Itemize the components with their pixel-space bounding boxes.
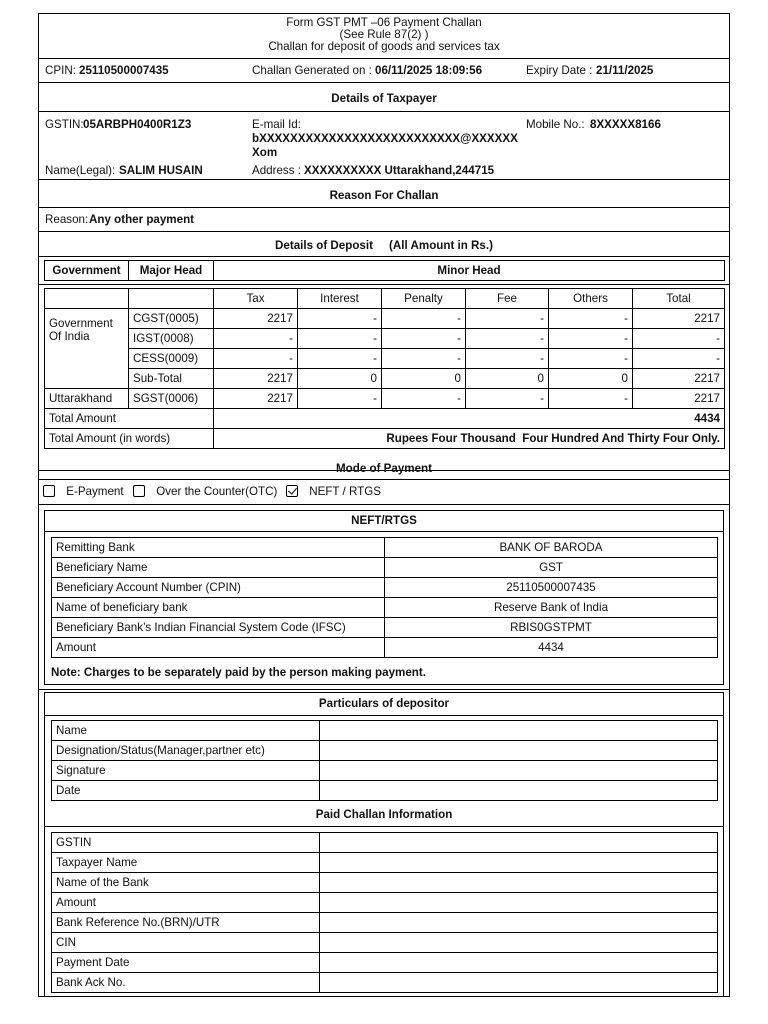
form-header — [39, 14, 729, 59]
amount-cell: - — [466, 309, 549, 329]
paid-value-cell — [320, 973, 718, 993]
neft-label-cell: Remitting Bank — [52, 538, 385, 558]
table-row — [52, 741, 718, 761]
neft-label-cell: Beneficiary Account Number (CPIN) — [52, 578, 385, 598]
expiry-label: Expiry Date : — [526, 64, 593, 77]
email-value-line1: bXXXXXXXXXXXXXXXXXXXXXXXXXX@XXXXXX — [252, 132, 518, 145]
paid-value-cell — [320, 953, 718, 973]
deposit-table — [44, 288, 725, 449]
amount-cell: 2217 — [633, 309, 725, 329]
amount-cell: - — [549, 329, 633, 349]
table-row — [52, 913, 718, 933]
amount-cell: 2217 — [214, 369, 298, 389]
paid-section-title: Paid Challan Information — [45, 804, 723, 827]
amount-cell: - — [633, 329, 725, 349]
paid-value-cell — [320, 933, 718, 953]
neft-note: Note: Charges to be separately paid by the person making payment. — [51, 666, 426, 679]
table-row — [52, 973, 718, 993]
total-words-row — [45, 429, 725, 449]
paid-value-cell — [320, 893, 718, 913]
amount-cell: 2217 — [214, 309, 298, 329]
amount-cell: - — [466, 349, 549, 369]
neft-label-cell: Beneficiary Name — [52, 558, 385, 578]
table-row — [45, 389, 725, 409]
gstin-value: 05ARBPH0400R1Z3 — [83, 118, 192, 131]
paid-label-cell: Amount — [52, 893, 320, 913]
address-label: Address : — [252, 164, 301, 177]
paid-value-cell — [320, 853, 718, 873]
total-words-label: Total Amount (in words) — [45, 429, 214, 449]
payment-mode-row — [39, 480, 729, 505]
otc-checkbox[interactable] — [133, 485, 145, 497]
paid-label-cell: Payment Date — [52, 953, 320, 973]
neft-label: NEFT / RTGS — [309, 485, 381, 498]
neft-table — [51, 537, 718, 658]
amount-cell: - — [549, 349, 633, 369]
col-interest: Interest — [298, 289, 382, 309]
amount-cell: 0 — [298, 369, 382, 389]
amount-cell: - — [214, 329, 298, 349]
table-row — [52, 893, 718, 913]
cpin-row — [39, 59, 729, 83]
total-amount-label: Total Amount — [45, 409, 214, 429]
neft-checkbox-checked[interactable] — [286, 485, 298, 497]
paid-label-cell: Bank Ack No. — [52, 973, 320, 993]
amount-cell: 2217 — [214, 389, 298, 409]
amount-cell: - — [298, 329, 382, 349]
paid-value-cell — [320, 913, 718, 933]
legal-name-value: SALIM HUSAIN — [119, 164, 203, 177]
otc-option[interactable] — [133, 485, 277, 498]
table-row — [45, 349, 725, 369]
depositor-label-cell: Signature — [52, 761, 320, 781]
amount-cell: - — [549, 389, 633, 409]
deposit-body — [39, 285, 729, 471]
col-minor-head: Minor Head — [214, 261, 725, 281]
epayment-option[interactable] — [43, 485, 124, 498]
paid-value-cell — [320, 873, 718, 893]
col-tax: Tax — [214, 289, 298, 309]
depositor-table — [51, 720, 718, 801]
mobile-value: 8XXXXX8166 — [590, 118, 661, 131]
table-row — [52, 873, 718, 893]
amount-cell: - — [549, 309, 633, 329]
table-row — [52, 781, 718, 801]
col-others: Others — [549, 289, 633, 309]
major-head-cell: Sub-Total — [129, 369, 214, 389]
gstin-label: GSTIN: — [45, 118, 84, 131]
epayment-checkbox[interactable] — [43, 485, 55, 497]
neft-section-title: NEFT/RTGS — [45, 511, 723, 532]
cpin-label: CPIN: — [45, 64, 76, 77]
neft-block — [39, 505, 729, 690]
payment-mode-section-title: Mode of Payment — [39, 457, 729, 480]
challan-form — [38, 13, 730, 997]
legal-name-label: Name(Legal): — [45, 164, 116, 177]
amount-cell: 2217 — [633, 369, 725, 389]
table-row — [52, 598, 718, 618]
table-row — [52, 833, 718, 853]
paid-value-cell — [320, 833, 718, 853]
table-row — [45, 309, 725, 329]
otc-label: Over the Counter(OTC) — [156, 485, 278, 498]
col-major-head: Major Head — [129, 261, 214, 281]
form-subtitle: Challan for deposit of goods and services tax — [268, 40, 500, 53]
paid-label-cell: GSTIN — [52, 833, 320, 853]
mobile-label: Mobile No.: — [526, 118, 585, 131]
amount-cell: - — [298, 389, 382, 409]
generated-value: 06/11/2025 18:09:56 — [375, 64, 483, 77]
paid-label-cell: Bank Reference No.(BRN)/UTR — [52, 913, 320, 933]
neft-label-cell: Beneficiary Bank’s Indian Financial System Code (IFSC) — [52, 618, 385, 638]
neft-value-cell: GST — [385, 558, 718, 578]
col-fee: Fee — [466, 289, 549, 309]
table-row — [52, 618, 718, 638]
table-row — [52, 933, 718, 953]
reason-section-title: Reason For Challan — [39, 180, 729, 208]
depositor-section-title: Particulars of depositor — [45, 693, 723, 716]
col-penalty: Penalty — [382, 289, 466, 309]
cpin-value: 25110500007435 — [79, 64, 169, 77]
amount-cell: - — [214, 349, 298, 369]
depositor-label-cell: Designation/Status(Manager,partner etc) — [52, 741, 320, 761]
amount-cell: 0 — [466, 369, 549, 389]
reason-row — [39, 208, 729, 232]
neft-value-cell: 4434 — [385, 638, 718, 658]
total-amount-value: 4434 — [214, 409, 725, 429]
amount-cell: - — [298, 309, 382, 329]
table-row — [52, 953, 718, 973]
major-head-cell: CESS(0009) — [129, 349, 214, 369]
table-row — [52, 853, 718, 873]
table-row — [45, 369, 725, 389]
form-title: Form GST PMT –06 Payment Challan — [286, 16, 482, 29]
neft-label-cell: Name of beneficiary bank — [52, 598, 385, 618]
paid-label-cell: CIN — [52, 933, 320, 953]
neft-value-cell: BANK OF BARODA — [385, 538, 718, 558]
taxpayer-section-title: Details of Taxpayer — [39, 83, 729, 112]
table-row — [52, 558, 718, 578]
amount-cell: 0 — [549, 369, 633, 389]
deposit-columns-row — [45, 289, 725, 309]
depositor-value-cell[interactable] — [320, 781, 718, 801]
neft-value-cell: Reserve Bank of India — [385, 598, 718, 618]
depositor-paid-box — [44, 692, 724, 997]
col-government: Government — [45, 261, 129, 281]
generated-label: Challan Generated on : — [252, 64, 372, 77]
neft-option[interactable] — [286, 485, 381, 498]
col-total: Total — [633, 289, 725, 309]
amount-cell: - — [382, 329, 466, 349]
major-head-cell: IGST(0008) — [129, 329, 214, 349]
form-rule: (See Rule 87(2) ) — [339, 28, 429, 41]
total-amount-row — [45, 409, 725, 429]
epayment-label: E-Payment — [66, 485, 124, 498]
depositor-value-cell[interactable] — [320, 721, 718, 741]
amount-cell: 2217 — [633, 389, 725, 409]
neft-value-cell: RBIS0GSTPMT — [385, 618, 718, 638]
table-row — [45, 329, 725, 349]
paid-label-cell: Taxpayer Name — [52, 853, 320, 873]
major-head-cell: SGST(0006) — [129, 389, 214, 409]
email-label: E-mail Id: — [252, 118, 301, 131]
amount-cell: - — [466, 329, 549, 349]
reason-label: Reason: — [45, 213, 89, 226]
major-head-cell: CGST(0005) — [129, 309, 214, 329]
deposit-section-title: Details of Deposit (All Amount in Rs.) — [39, 232, 729, 257]
gov-india-cell: Government Of India — [45, 309, 129, 389]
paid-label-cell: Name of the Bank — [52, 873, 320, 893]
depositor-label-cell: Date — [52, 781, 320, 801]
paid-table — [51, 832, 718, 993]
depositor-label-cell: Name — [52, 721, 320, 741]
neft-label-cell: Amount — [52, 638, 385, 658]
address-value: XXXXXXXXXX Uttarakhand,244715 — [304, 164, 495, 177]
table-row — [52, 538, 718, 558]
expiry-value: 21/11/2025 — [596, 64, 654, 77]
deposit-header-row — [39, 257, 729, 285]
neft-box — [44, 510, 724, 685]
amount-cell: - — [466, 389, 549, 409]
amount-cell: - — [633, 349, 725, 369]
table-row — [52, 578, 718, 598]
reason-value: Any other payment — [89, 213, 195, 226]
deposit-head-table — [44, 260, 725, 281]
table-row — [52, 721, 718, 741]
state-cell: Uttarakhand — [45, 389, 129, 409]
amount-cell: - — [298, 349, 382, 369]
depositor-value-cell[interactable] — [320, 741, 718, 761]
amount-cell: - — [382, 389, 466, 409]
depositor-value-cell[interactable] — [320, 761, 718, 781]
taxpayer-details — [39, 112, 729, 180]
table-row — [52, 638, 718, 658]
email-value-line2: Xom — [252, 146, 278, 159]
amount-cell: 0 — [382, 369, 466, 389]
table-row — [52, 761, 718, 781]
amount-cell: - — [382, 309, 466, 329]
total-words-value: Rupees Four Thousand Four Hundred And Thirty Four Only. — [214, 429, 725, 449]
amount-cell: - — [382, 349, 466, 369]
neft-value-cell: 25110500007435 — [385, 578, 718, 598]
